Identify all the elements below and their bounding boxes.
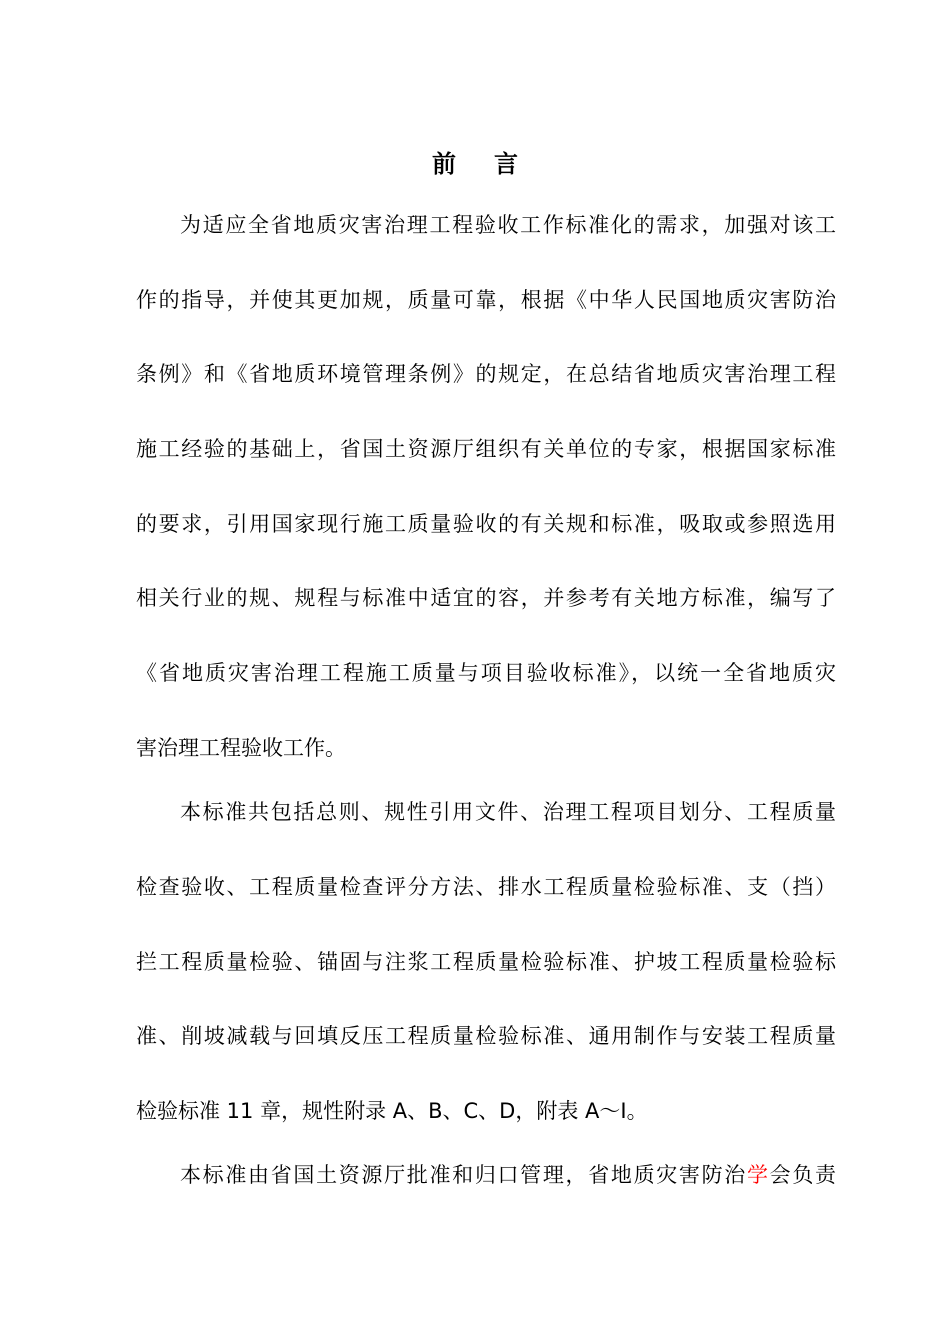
paragraph-2-line-1: 本标准共包括总则、规性引用文件、治理工程项目划分、工程质量 — [180, 800, 836, 824]
paragraph-1-line-1: 为适应全省地质灾害治理工程验收工作标准化的需求，加强对该工 — [180, 213, 836, 237]
paragraph-2-line-4: 准、削坡减载与回填反压工程质量检验标准、通用制作与安装工程质量 — [136, 1024, 836, 1048]
paragraph-2-line-5: 检验标准 11 章，规性附录 A、B、C、D，附表 A～I。 — [136, 1099, 648, 1123]
paragraph-1-line-3: 条例》和《省地质环境管理条例》的规定，在总结省地质灾害治理工程 — [136, 362, 836, 386]
paragraph-3-text-before: 本标准由省国土资源厅批准和归口管理，省地质灾害防治 — [180, 1163, 747, 1187]
paragraph-2-line-3: 拦工程质量检验、锚固与注浆工程质量检验标准、护坡工程质量检验标 — [136, 950, 836, 974]
paragraph-1-line-8: 害治理工程验收工作。 — [136, 736, 346, 760]
paragraph-2-line-2: 检查验收、工程质量检查评分方法、排水工程质量检验标准、支（挡） — [136, 875, 836, 899]
page-title: 前言 — [432, 150, 556, 178]
paragraph-1-line-2: 作的指导，并使其更加规，质量可靠，根据《中华人民国地质灾害防治 — [136, 288, 836, 312]
highlighted-character: 学 — [746, 1163, 770, 1187]
paragraph-3-text-after: 会负责 — [769, 1163, 837, 1187]
paragraph-1-line-6: 相关行业的规、规程与标准中适宜的容，并参考有关地方标准，编写了 — [136, 586, 836, 610]
paragraph-1-line-4: 施工经验的基础上，省国土资源厅组织有关单位的专家，根据国家标准 — [136, 437, 836, 461]
paragraph-1-line-5: 的要求，引用国家现行施工质量验收的有关规和标准，吸取或参照选用 — [136, 512, 836, 536]
paragraph-3-line-1 — [136, 1160, 836, 1190]
paragraph-1-line-7: 《省地质灾害治理工程施工质量与项目验收标准》，以统一全省地质灾 — [136, 661, 836, 685]
